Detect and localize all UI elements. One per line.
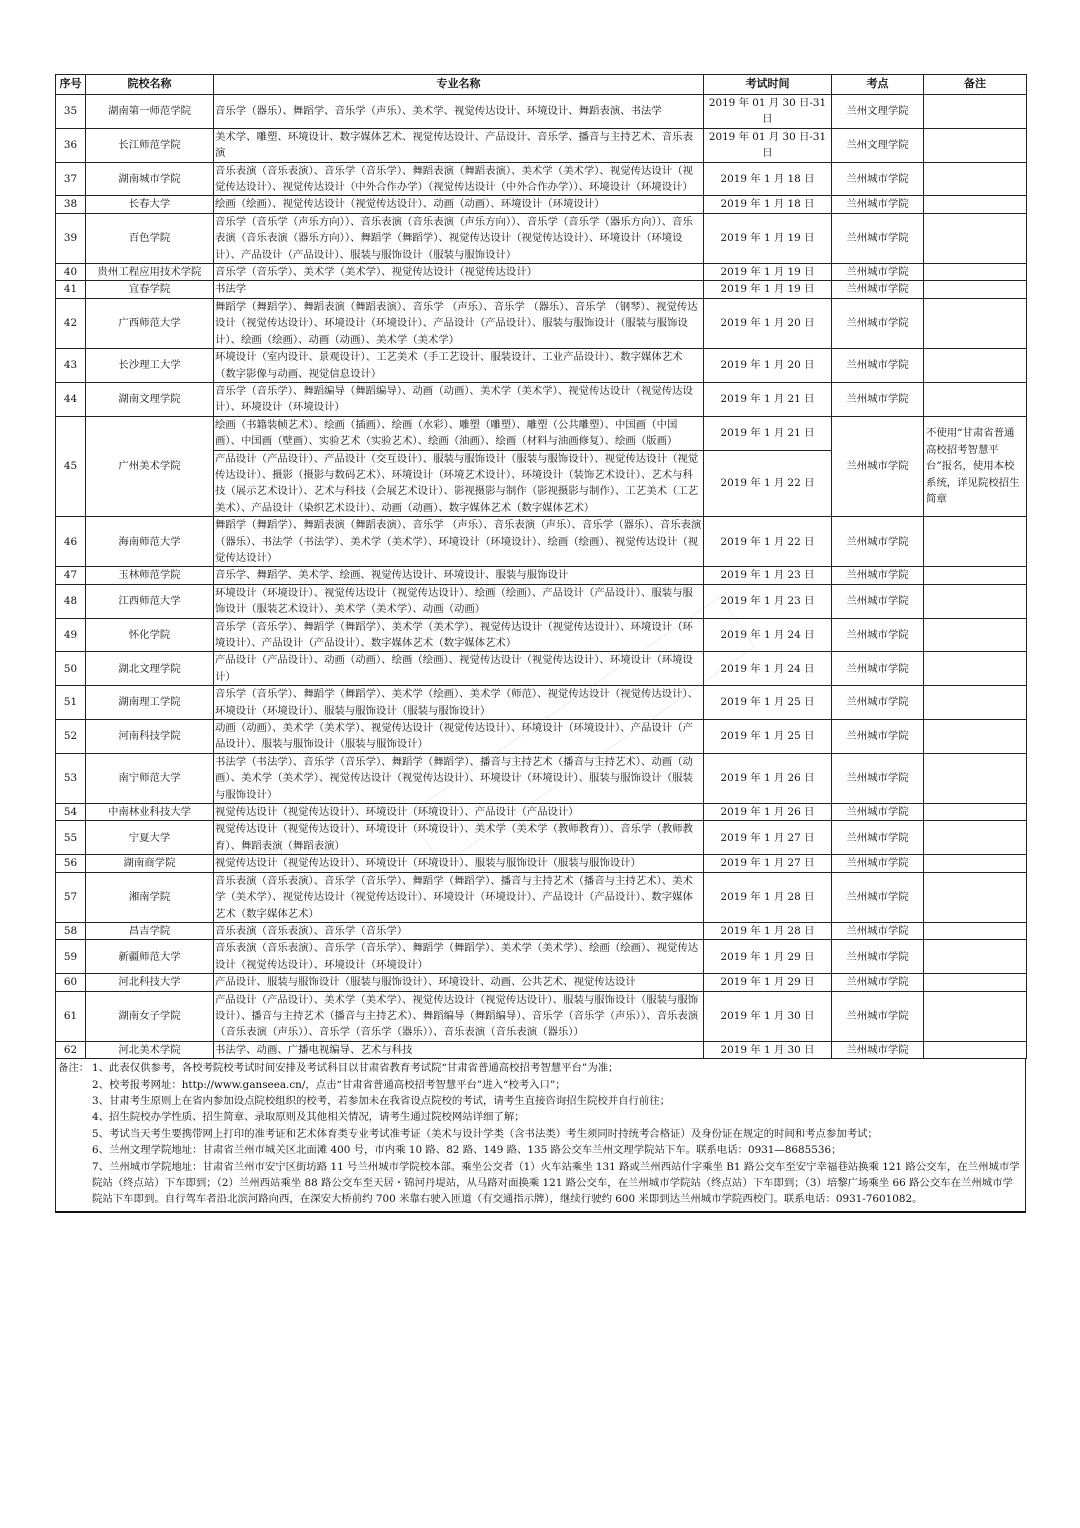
row-no: 44	[56, 382, 86, 416]
table-row	[56, 128, 1027, 162]
row-majors: 环境设计（环境设计）、视觉传达设计（视觉传达设计）、绘画（绘画）、产品设计（产品设计）、服装与服饰设计（服装艺术设计）、美术学（美术学）、动画（动画）	[214, 584, 704, 618]
table-row	[56, 349, 1027, 383]
row-majors: 视觉传达设计（视觉传达设计）、环境设计（环境设计）、产品设计（产品设计）	[214, 804, 704, 821]
row-school: 宁夏大学	[86, 821, 214, 855]
table-row	[56, 991, 1027, 1041]
row-majors: 音乐学（音乐学（声乐方向））、音乐表演（音乐表演（声乐方向））、音乐学（音乐学（器乐方向））、音乐表演（音乐表演（器乐方向））、舞蹈学（舞蹈学）、视觉传达设计（视觉传达设计）、环境设计（环境设计）、产品设计（产品设计）、服装与服饰设计（服装与服饰设计）	[214, 213, 704, 263]
row-no: 56	[56, 855, 86, 872]
note-item-1: 1、此表仅供参考，各校考院校考试时间安排及考试科目以甘肃省教育考试院“甘肃省普通高校招考智慧平台”为准；	[92, 1062, 619, 1075]
row-site: 兰州城市学院	[832, 804, 924, 821]
row-note	[924, 567, 1027, 584]
row-school: 湖南商学院	[86, 855, 214, 872]
row-school: 长江师范学院	[86, 128, 214, 162]
row-site: 兰州城市学院	[832, 618, 924, 652]
row-no: 47	[56, 567, 86, 584]
row-school: 湖南理工学院	[86, 686, 214, 720]
row-site: 兰州城市学院	[832, 686, 924, 720]
row-time: 2019 年 1 月 22 日	[704, 450, 832, 517]
row-site: 兰州城市学院	[832, 974, 924, 991]
row-school: 河南科技学院	[86, 720, 214, 754]
row-time: 2019 年 1 月 20 日	[704, 349, 832, 383]
row-majors: 环境设计（室内设计、景观设计）、工艺美术（手工艺设计、服装设计、工业产品设计）、数字媒体艺术（数字影像与动画、视觉信息设计）	[214, 349, 704, 383]
row-majors: 音乐学（音乐学）、舞蹈编导（舞蹈编导）、动画（动画）、美术学（美术学）、视觉传达设计（视觉传达设计）、环境设计（环境设计）	[214, 382, 704, 416]
row-note	[924, 991, 1027, 1041]
table-row	[56, 922, 1027, 939]
table-row	[56, 281, 1027, 298]
table-row	[56, 618, 1027, 652]
row-site: 兰州文理学院	[832, 128, 924, 162]
row-school: 海南师范大学	[86, 517, 214, 567]
row-site: 兰州城市学院	[832, 382, 924, 416]
notes-section	[55, 1059, 1026, 1213]
row-school: 宜春学院	[86, 281, 214, 298]
row-no: 57	[56, 872, 86, 922]
note-line	[56, 1109, 1025, 1125]
table-row	[56, 213, 1027, 263]
row-time: 2019 年 1 月 27 日	[704, 821, 832, 855]
table-body	[56, 95, 1027, 1059]
table-row	[56, 264, 1027, 281]
row-majors: 书法学（书法学）、音乐学（音乐学）、舞蹈学（舞蹈学）、播音与主持艺术（播音与主持艺术）、动画（动画）、美术学（美术学）、视觉传达设计（视觉传达设计）、环境设计（环境设计）、服装与服饰设计（服装与服饰设计）	[214, 753, 704, 803]
header-time: 考试时间	[704, 75, 832, 95]
row-no: 40	[56, 264, 86, 281]
row-note	[924, 213, 1027, 263]
row-majors: 视觉传达设计（视觉传达设计）、环境设计（环境设计）、服装与服饰设计（服装与服饰设计）	[214, 855, 704, 872]
row-majors: 书法学、动画、广播电视编导、艺术与科技	[214, 1041, 704, 1058]
note-line	[56, 1077, 1025, 1093]
row-site: 兰州城市学院	[832, 652, 924, 686]
row-no: 38	[56, 196, 86, 213]
table-row	[56, 855, 1027, 872]
row-no: 49	[56, 618, 86, 652]
row-no: 60	[56, 974, 86, 991]
row-school: 湖南文理学院	[86, 382, 214, 416]
table-row	[56, 1041, 1027, 1058]
row-time: 2019 年 1 月 25 日	[704, 720, 832, 754]
row-time: 2019 年 1 月 19 日	[704, 264, 832, 281]
row-note	[924, 940, 1027, 974]
row-school: 广西师范大学	[86, 298, 214, 348]
row-school: 河北美术学院	[86, 1041, 214, 1058]
row-school: 昌吉学院	[86, 922, 214, 939]
note-item-3: 3、甘肃考生原则上在省内参加设点院校组织的校考，若参加未在我省设点院校的考试，请考生直接咨询招生院校并自行前往；	[92, 1094, 671, 1107]
row-note	[924, 196, 1027, 213]
row-time: 2019 年 1 月 18 日	[704, 196, 832, 213]
row-majors: 舞蹈学（舞蹈学）、舞蹈表演（舞蹈表演）、音乐学 （声乐）、音乐表演（声乐）、音乐学（器乐）、音乐表演（器乐）、书法学（书法学）、美术学（美术学）、环境设计（环境设计）、绘画（绘画）、视觉传达设计（视觉传达设计）	[214, 517, 704, 567]
row-school: 长春大学	[86, 196, 214, 213]
row-time: 2019 年 1 月 29 日	[704, 940, 832, 974]
row-school: 中南林业科技大学	[86, 804, 214, 821]
row-time: 2019 年 1 月 27 日	[704, 855, 832, 872]
row-school: 湖南第一师范学院	[86, 95, 214, 129]
row-site: 兰州城市学院	[832, 821, 924, 855]
table-row	[56, 753, 1027, 803]
row-school: 南宁师范大学	[86, 753, 214, 803]
row-school: 贵州工程应用技术学院	[86, 264, 214, 281]
row-site: 兰州城市学院	[832, 940, 924, 974]
row-time: 2019 年 1 月 28 日	[704, 922, 832, 939]
notes-label: 备注：	[58, 1062, 90, 1075]
table-row	[56, 686, 1027, 720]
row-note	[924, 855, 1027, 872]
row-no: 48	[56, 584, 86, 618]
row-time: 2019 年 1 月 19 日	[704, 281, 832, 298]
note-item-5: 5、考试当天考生要携带网上打印的准考证和艺术体育类专业考试准考证（美术与设计学类（含书法类）考生须同时持统考合格证）及身份证在规定的时间和考点参加考试；	[92, 1127, 878, 1140]
table-row	[56, 196, 1027, 213]
table-row	[56, 974, 1027, 991]
row-time: 2019 年 1 月 26 日	[704, 753, 832, 803]
row-majors: 视觉传达设计（视觉传达设计）、环境设计（环境设计）、美术学（美术学（教师教育））、音乐学（教师教育）、舞蹈表演（舞蹈表演）	[214, 821, 704, 855]
row-majors: 美术学、雕塑、环境设计、数字媒体艺术、视觉传达设计、产品设计、音乐学、播音与主持艺术、音乐表演	[214, 128, 704, 162]
row-note	[924, 584, 1027, 618]
row-time: 2019 年 1 月 30 日	[704, 991, 832, 1041]
row-time: 2019 年 1 月 23 日	[704, 584, 832, 618]
table-row	[56, 416, 1027, 450]
row-majors: 动画（动画）、美术学（美术学）、视觉传达设计（视觉传达设计）、环境设计（环境设计）、产品设计（产品设计）、服装与服饰设计（服装与服饰设计）	[214, 720, 704, 754]
row-site: 兰州城市学院	[832, 281, 924, 298]
row-note	[924, 686, 1027, 720]
row-time: 2019 年 01 月 30 日-31 日	[704, 95, 832, 129]
table-row	[56, 720, 1027, 754]
row-school: 新疆师范大学	[86, 940, 214, 974]
row-school: 湘南学院	[86, 872, 214, 922]
row-note	[924, 281, 1027, 298]
row-no: 53	[56, 753, 86, 803]
row-time: 2019 年 1 月 19 日	[704, 213, 832, 263]
row-time: 2019 年 1 月 21 日	[704, 416, 832, 450]
row-no: 42	[56, 298, 86, 348]
table-row	[56, 298, 1027, 348]
row-majors: 产品设计（产品设计）、动画（动画）、绘画（绘画）、视觉传达设计（视觉传达设计）、环境设计（环境设计）	[214, 652, 704, 686]
row-school: 广州美术学院	[86, 416, 214, 516]
row-note	[924, 128, 1027, 162]
row-no: 62	[56, 1041, 86, 1058]
row-majors: 音乐学（音乐学）、舞蹈学（舞蹈学）、美术学（绘画）、美术学（师范）、视觉传达设计（视觉传达设计）、环境设计（环境设计）、服装与服饰设计（服装与服饰设计）	[214, 686, 704, 720]
note-line	[56, 1126, 1025, 1142]
row-majors: 音乐表演（音乐表演）、音乐学（音乐学）、舞蹈表演（舞蹈表演）、美术学（美术学）、视觉传达设计（视觉传达设计）、视觉传达设计（中外合作办学）（视觉传达设计（中外合作办学））、环境设计（环境设计）	[214, 162, 704, 196]
row-majors: 产品设计、服装与服饰设计（服装与服饰设计）、环境设计、动画、公共艺术、视觉传达设计	[214, 974, 704, 991]
row-time: 2019 年 1 月 21 日	[704, 382, 832, 416]
row-note	[924, 1041, 1027, 1058]
row-majors: 音乐表演（音乐表演）、音乐学（音乐学）、舞蹈学（舞蹈学）、播音与主持艺术（播音与主持艺术）、美术学（美术学）、视觉传达设计（视觉传达设计）、环境设计（环境设计）、产品设计（产品设计）、数字媒体艺术（数字媒体艺术）	[214, 872, 704, 922]
admission-schedule-sheet	[55, 74, 1026, 1213]
row-site: 兰州城市学院	[832, 872, 924, 922]
row-no: 35	[56, 95, 86, 129]
row-majors: 音乐学（音乐学）、舞蹈学（舞蹈学）、美术学（美术学）、视觉传达设计（视觉传达设计）、环境设计（环境设计）、产品设计（产品设计）、数字媒体艺术（数字媒体艺术）	[214, 618, 704, 652]
table-row	[56, 940, 1027, 974]
row-no: 52	[56, 720, 86, 754]
row-no: 46	[56, 517, 86, 567]
row-site: 兰州城市学院	[832, 584, 924, 618]
row-no: 43	[56, 349, 86, 383]
row-school: 江西师范大学	[86, 584, 214, 618]
row-time: 2019 年 1 月 24 日	[704, 618, 832, 652]
row-no: 50	[56, 652, 86, 686]
row-no: 51	[56, 686, 86, 720]
row-majors: 音乐学（音乐学）、美术学（美术学）、视觉传达设计（视觉传达设计）	[214, 264, 704, 281]
table-row	[56, 517, 1027, 567]
note-line	[56, 1159, 1025, 1208]
row-time: 2019 年 1 月 25 日	[704, 686, 832, 720]
row-site: 兰州城市学院	[832, 349, 924, 383]
row-school: 河北科技大学	[86, 974, 214, 991]
row-time: 2019 年 1 月 28 日	[704, 872, 832, 922]
row-school: 长沙理工大学	[86, 349, 214, 383]
row-majors: 绘画（绘画）、视觉传达设计（视觉传达设计）、动画（动画）、环境设计（环境设计）	[214, 196, 704, 213]
row-note	[924, 162, 1027, 196]
header-majors: 专业名称	[214, 75, 704, 95]
row-majors: 产品设计（产品设计）、美术学（美术学）、视觉传达设计（视觉传达设计）、服装与服饰设计（服装与服饰设计）、播音与主持艺术（播音与主持艺术）、舞蹈编导（舞蹈编导）、音乐学（音乐学（声乐））、音乐表演（音乐表演（声乐））、音乐学（音乐学（器乐））、音乐表演（音乐表演（器乐））	[214, 991, 704, 1041]
row-note	[924, 804, 1027, 821]
row-school: 怀化学院	[86, 618, 214, 652]
note-item-4: 4、招生院校办学性质、招生简章、录取原则及其他相关情况，请考生通过院校网站详细了解；	[92, 1111, 525, 1124]
table-row	[56, 872, 1027, 922]
row-site: 兰州城市学院	[832, 298, 924, 348]
row-site: 兰州城市学院	[832, 720, 924, 754]
row-note	[924, 264, 1027, 281]
row-majors: 音乐表演（音乐表演）、音乐学（音乐学）	[214, 922, 704, 939]
row-site: 兰州城市学院	[832, 517, 924, 567]
row-site: 兰州城市学院	[832, 162, 924, 196]
row-school: 百色学院	[86, 213, 214, 263]
row-site: 兰州城市学院	[832, 991, 924, 1041]
row-note	[924, 922, 1027, 939]
row-majors: 绘画（书籍装帧艺术）、绘画（插画）、绘画（水彩）、雕塑（雕塑）、雕塑（公共雕塑）、中国画（中国画）、中国画（壁画）、实验艺术（实验艺术）、绘画（油画）、绘画（材料与油画修复）、绘画（版画）	[214, 416, 704, 450]
row-school: 湖南女子学院	[86, 991, 214, 1041]
header-note: 备注	[924, 75, 1027, 95]
row-no: 55	[56, 821, 86, 855]
row-note: 不使用“甘肃省普通高校招考智慧平台”报名，使用本校系统，详见院校招生简章	[924, 416, 1027, 516]
row-note	[924, 95, 1027, 129]
row-time: 2019 年 1 月 29 日	[704, 974, 832, 991]
table-row	[56, 567, 1027, 584]
row-site: 兰州城市学院	[832, 213, 924, 263]
schedule-table	[55, 74, 1027, 1059]
note-item-6: 6、兰州文理学院地址：甘肃省兰州市城关区北面滩 400 号，市内乘 10 路、82 路、149 路、135 路公交车兰州文理学院站下车。联系电话：0931—8685536；	[92, 1144, 842, 1157]
row-site: 兰州城市学院	[832, 753, 924, 803]
table-row	[56, 821, 1027, 855]
table-header-row	[56, 75, 1027, 95]
row-time: 2019 年 1 月 20 日	[704, 298, 832, 348]
table-row	[56, 804, 1027, 821]
row-time: 2019 年 1 月 24 日	[704, 652, 832, 686]
row-time: 2019 年 1 月 30 日	[704, 1041, 832, 1058]
row-no: 58	[56, 922, 86, 939]
row-note	[924, 753, 1027, 803]
row-time: 2019 年 1 月 22 日	[704, 517, 832, 567]
note-line	[56, 1093, 1025, 1109]
row-no: 39	[56, 213, 86, 263]
row-majors: 产品设计（产品设计）、产品设计（交互设计）、服装与服饰设计（服装与服饰设计）、视觉传达设计（视觉传达设计）、摄影（摄影与数码艺术）、环境设计（环境艺术设计）、环境设计（装饰艺术设计）、艺术与科技（展示艺术设计）、艺术与科技（会展艺术设计）、影视摄影与制作（影视摄影与制作）、工艺美术（工艺美术）、产品设计（染织艺术设计）、动画（动画）、数字媒体艺术（数字媒体艺术）	[214, 450, 704, 517]
row-majors: 音乐学、舞蹈学、美术学、绘画、视觉传达设计、环境设计、服装与服饰设计	[214, 567, 704, 584]
row-site: 兰州文理学院	[832, 95, 924, 129]
row-note	[924, 720, 1027, 754]
table-row	[56, 584, 1027, 618]
row-school: 湖北文理学院	[86, 652, 214, 686]
row-note	[924, 517, 1027, 567]
row-majors: 书法学	[214, 281, 704, 298]
row-time: 2019 年 1 月 18 日	[704, 162, 832, 196]
row-note	[924, 298, 1027, 348]
row-site: 兰州城市学院	[832, 264, 924, 281]
note-line	[56, 1060, 1025, 1076]
row-note	[924, 618, 1027, 652]
row-school: 玉林师范学院	[86, 567, 214, 584]
row-majors: 音乐表演（音乐表演）、音乐学（音乐学）、舞蹈学（舞蹈学）、美术学（美术学）、绘画（绘画）、视觉传达设计（视觉传达设计）、环境设计（环境设计）	[214, 940, 704, 974]
row-site: 兰州城市学院	[832, 855, 924, 872]
row-no: 41	[56, 281, 86, 298]
header-site: 考点	[832, 75, 924, 95]
row-site: 兰州城市学院	[832, 922, 924, 939]
row-note	[924, 382, 1027, 416]
row-time: 2019 年 01 月 30 日-31 日	[704, 128, 832, 162]
row-majors: 舞蹈学（舞蹈学）、舞蹈表演（舞蹈表演）、音乐学 （声乐）、音乐学 （器乐）、音乐学 （钢琴）、视觉传达设计（视觉传达设计）、环境设计（环境设计）、产品设计（产品设计）、服装与服饰设计（服装与服饰设计）、绘画（绘画）、动画（动画）、美术学（美术学）	[214, 298, 704, 348]
row-no: 36	[56, 128, 86, 162]
header-school: 院校名称	[86, 75, 214, 95]
row-note	[924, 872, 1027, 922]
row-note	[924, 974, 1027, 991]
row-site: 兰州城市学院	[832, 567, 924, 584]
table-row	[56, 382, 1027, 416]
row-no: 37	[56, 162, 86, 196]
row-no: 59	[56, 940, 86, 974]
table-row	[56, 162, 1027, 196]
row-majors: 音乐学（器乐）、舞蹈学、音乐学（声乐）、美术学、视觉传达设计、环境设计、舞蹈表演、书法学	[214, 95, 704, 129]
note-item-7: 7、兰州城市学院地址：甘肃省兰州市安宁区街坊路 11 号兰州城市学院校本部。乘坐公交者（1）火车站乘坐 131 路或兰州西站什字乘坐 B1 路公交车至安宁幸福巷站换乘 121 路公交车，在兰州城市学院站（终点站）下车即到；（2）兰州西站乘坐 88 路公交车至天居・锦河丹堤站，从马路对面换乘 121 路公交车，在兰州城市学院站（终点站）下车即到；（3）培黎广场乘坐 66 路公交车在兰州城市学院站下车即到。自行驾车者沿北滨河路向西，在深安大桥前约 700 米靠右驶入匝道（有交通指示牌），继续行驶约 600 米即到达兰州城市学院西校门。联系电话：0931-7601082。	[92, 1160, 1020, 1206]
table-row	[56, 652, 1027, 686]
row-note	[924, 652, 1027, 686]
note-item-2: 2、校考报考网址：http://www.ganseea.cn/，点击“甘肃省普通高校招考智慧平台”进入“校考入口”；	[92, 1078, 566, 1091]
row-note	[924, 821, 1027, 855]
row-no: 54	[56, 804, 86, 821]
row-site: 兰州城市学院	[832, 196, 924, 213]
table-row	[56, 95, 1027, 129]
row-note	[924, 349, 1027, 383]
row-site: 兰州城市学院	[832, 416, 924, 516]
row-time: 2019 年 1 月 23 日	[704, 567, 832, 584]
row-time: 2019 年 1 月 26 日	[704, 804, 832, 821]
row-no: 45	[56, 416, 86, 516]
row-school: 湖南城市学院	[86, 162, 214, 196]
header-no: 序号	[56, 75, 86, 95]
row-no: 61	[56, 991, 86, 1041]
note-line	[56, 1142, 1025, 1158]
row-site: 兰州城市学院	[832, 1041, 924, 1058]
